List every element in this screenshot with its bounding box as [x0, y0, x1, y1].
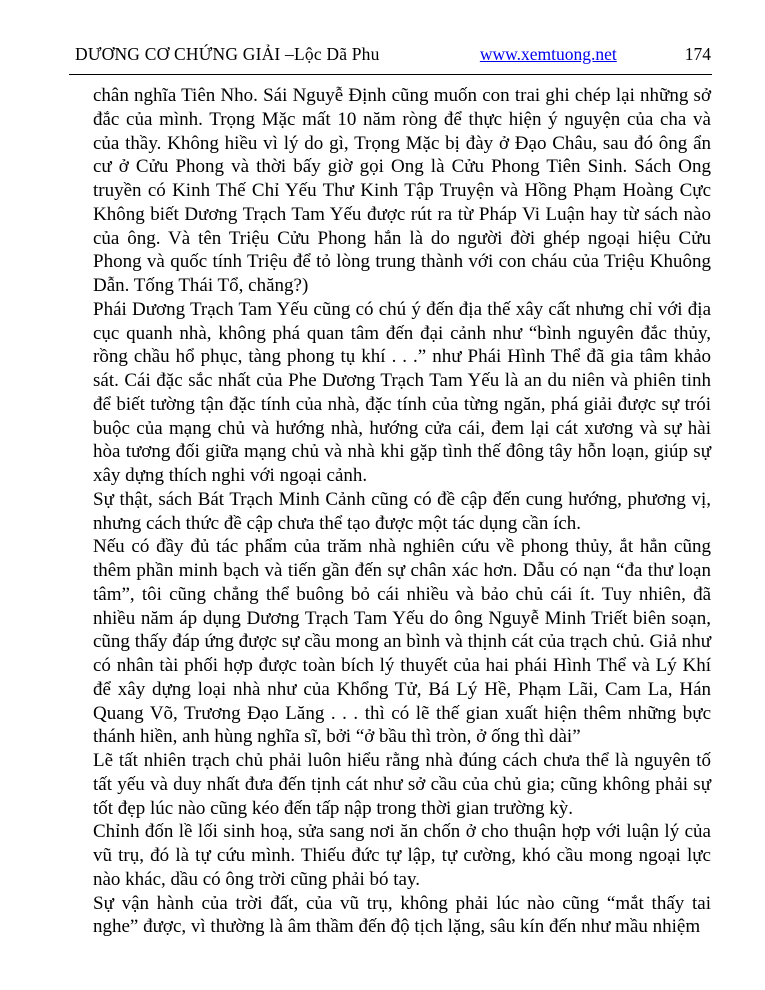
body-text — [93, 84, 711, 939]
paragraph: Phái Dương Trạch Tam Yếu cũng có chú ý đến địa thế xây cất nhưng chỉ với địa cục quanh nhà, không phá quan tâm đến đại cảnh như “bình nguyên đắc thủy, rồng chầu hổ phục, tàng phong tụ khí . . .” như Phái Hình Thể đã gia tâm khảo sát. Cái đặc sắc nhất của Phe Dương Trạch Tam Yếu là an du niên và phiên tinh để biết tường tận đặc tính của nhà, đặc tính của từng ngăn, phá giải được sự trói buộc của mạng chủ và hướng nhà, hướng cửa cái, đem lại cát xương và sự hài hòa tương đối giữa mạng chủ và nhà khi gặp tình thế đông tây hỗn loạn, giúp sự xây dựng thích nghi với ngoại cảnh. — [93, 298, 711, 486]
paragraph: Chỉnh đốn lề lối sinh hoạ, sửa sang nơi ăn chốn ở cho thuận hợp với luận lý của vũ trụ, đó là tự cứu mình. Thiếu đức tự lập, tự cường, khó cầu mong ngoại lực nào khác, dầu có ông trời cũng phải bó tay. — [93, 821, 711, 890]
page-header — [75, 44, 711, 65]
website-link[interactable]: www.xemtuong.net — [479, 44, 617, 64]
paragraph: Nếu có đầy đủ tác phẩm của trăm nhà nghiên cứu về phong thủy, ắt hẳn cũng thêm phần minh bạch và tiến gần đến sự chân xác hơn. Dẫu có nạn “đa thư loạn tâm”, tôi cũng chẳng thể buông bỏ cái nhiều và bảo chủ cái ít. Tuy nhiên, đã nhiều năm áp dụng Dương Trạch Tam Yếu do ông Nguyễ Minh Triết biên soạn, cũng thấy đáp ứng được sự cầu mong an bình và thịnh cát của trạch chủ. Giả như có nhân tài phối hợp được toàn bích lý thuyết của hai phái Hình Thể và Lý Khí để xây dựng loại nhà như của Khổng Tử, Bá Lý Hề, Phạm Lãi, Cam La, Hán Quang Võ, Trương Đạo Lăng . . . thì có lẽ thế gian xuất hiện thêm những bực thánh hiền, anh hùng nghĩa sĩ, bởi “ở bầu thì tròn, ở ống thì dài” — [93, 536, 711, 748]
document-title: DƯƠNG CƠ CHỨNG GIẢI –Lộc Dã Phu — [75, 44, 380, 64]
header-divider — [69, 74, 712, 75]
paragraph: Lẽ tất nhiên trạch chủ phải luôn hiểu rằng nhà đúng cách chưa thể là nguyên tố tất yếu và duy nhất đưa đến tịnh cát như sở cầu của chủ gia; cũng không phải sự tốt đẹp lúc nào cũng kéo đến tấp nập trong thời gian trường kỳ. — [93, 750, 711, 819]
page-number: 174 — [684, 44, 711, 64]
paragraph: Sự thật, sách Bát Trạch Minh Cảnh cũng có đề cập đến cung hướng, phương vị, nhưng cách thức đề cập chưa thể tạo được một tác dụng cần ích. — [93, 488, 711, 534]
paragraph: chân nghĩa Tiên Nho. Sái Nguyễ Định cũng muốn con trai ghi chép lại những sở đắc của mình. Trọng Mặc mất 10 năm ròng để thực hiện ý nguyện của cha và của thầy. Không hiều vì lý do gì, Trọng Mặc bị đày ở Đạo Châu, sau đó ông ẩn cư ở Cửu Phong và thời bấy giờ gọi Ong là Cửu Phong Tiên Sinh. Sách Ong truyền có Kinh Thế Chỉ Yếu Thư Kinh Tập Truyện và Hồng Phạm Hoàng Cực Không biết Dương Trạch Tam Yếu được rút ra từ Pháp Vi Luận hay từ sách nào của ông. Và tên Triệu Cửu Phong hắn là do người đời ghép ngoại hiệu Cửu Phong và quốc tính Triệu để tỏ lòng trung thành với con cháu của Triệu Khuông Dẫn. Tống Thái Tổ, chăng?) — [93, 85, 711, 296]
paragraph: Sự vận hành của trời đất, của vũ trụ, không phải lúc nào cũng “mắt thấy tai nghe” được, vì thường là âm thầm đến độ tịch lặng, sâu kín đến như mầu nhiệm — [93, 892, 711, 938]
